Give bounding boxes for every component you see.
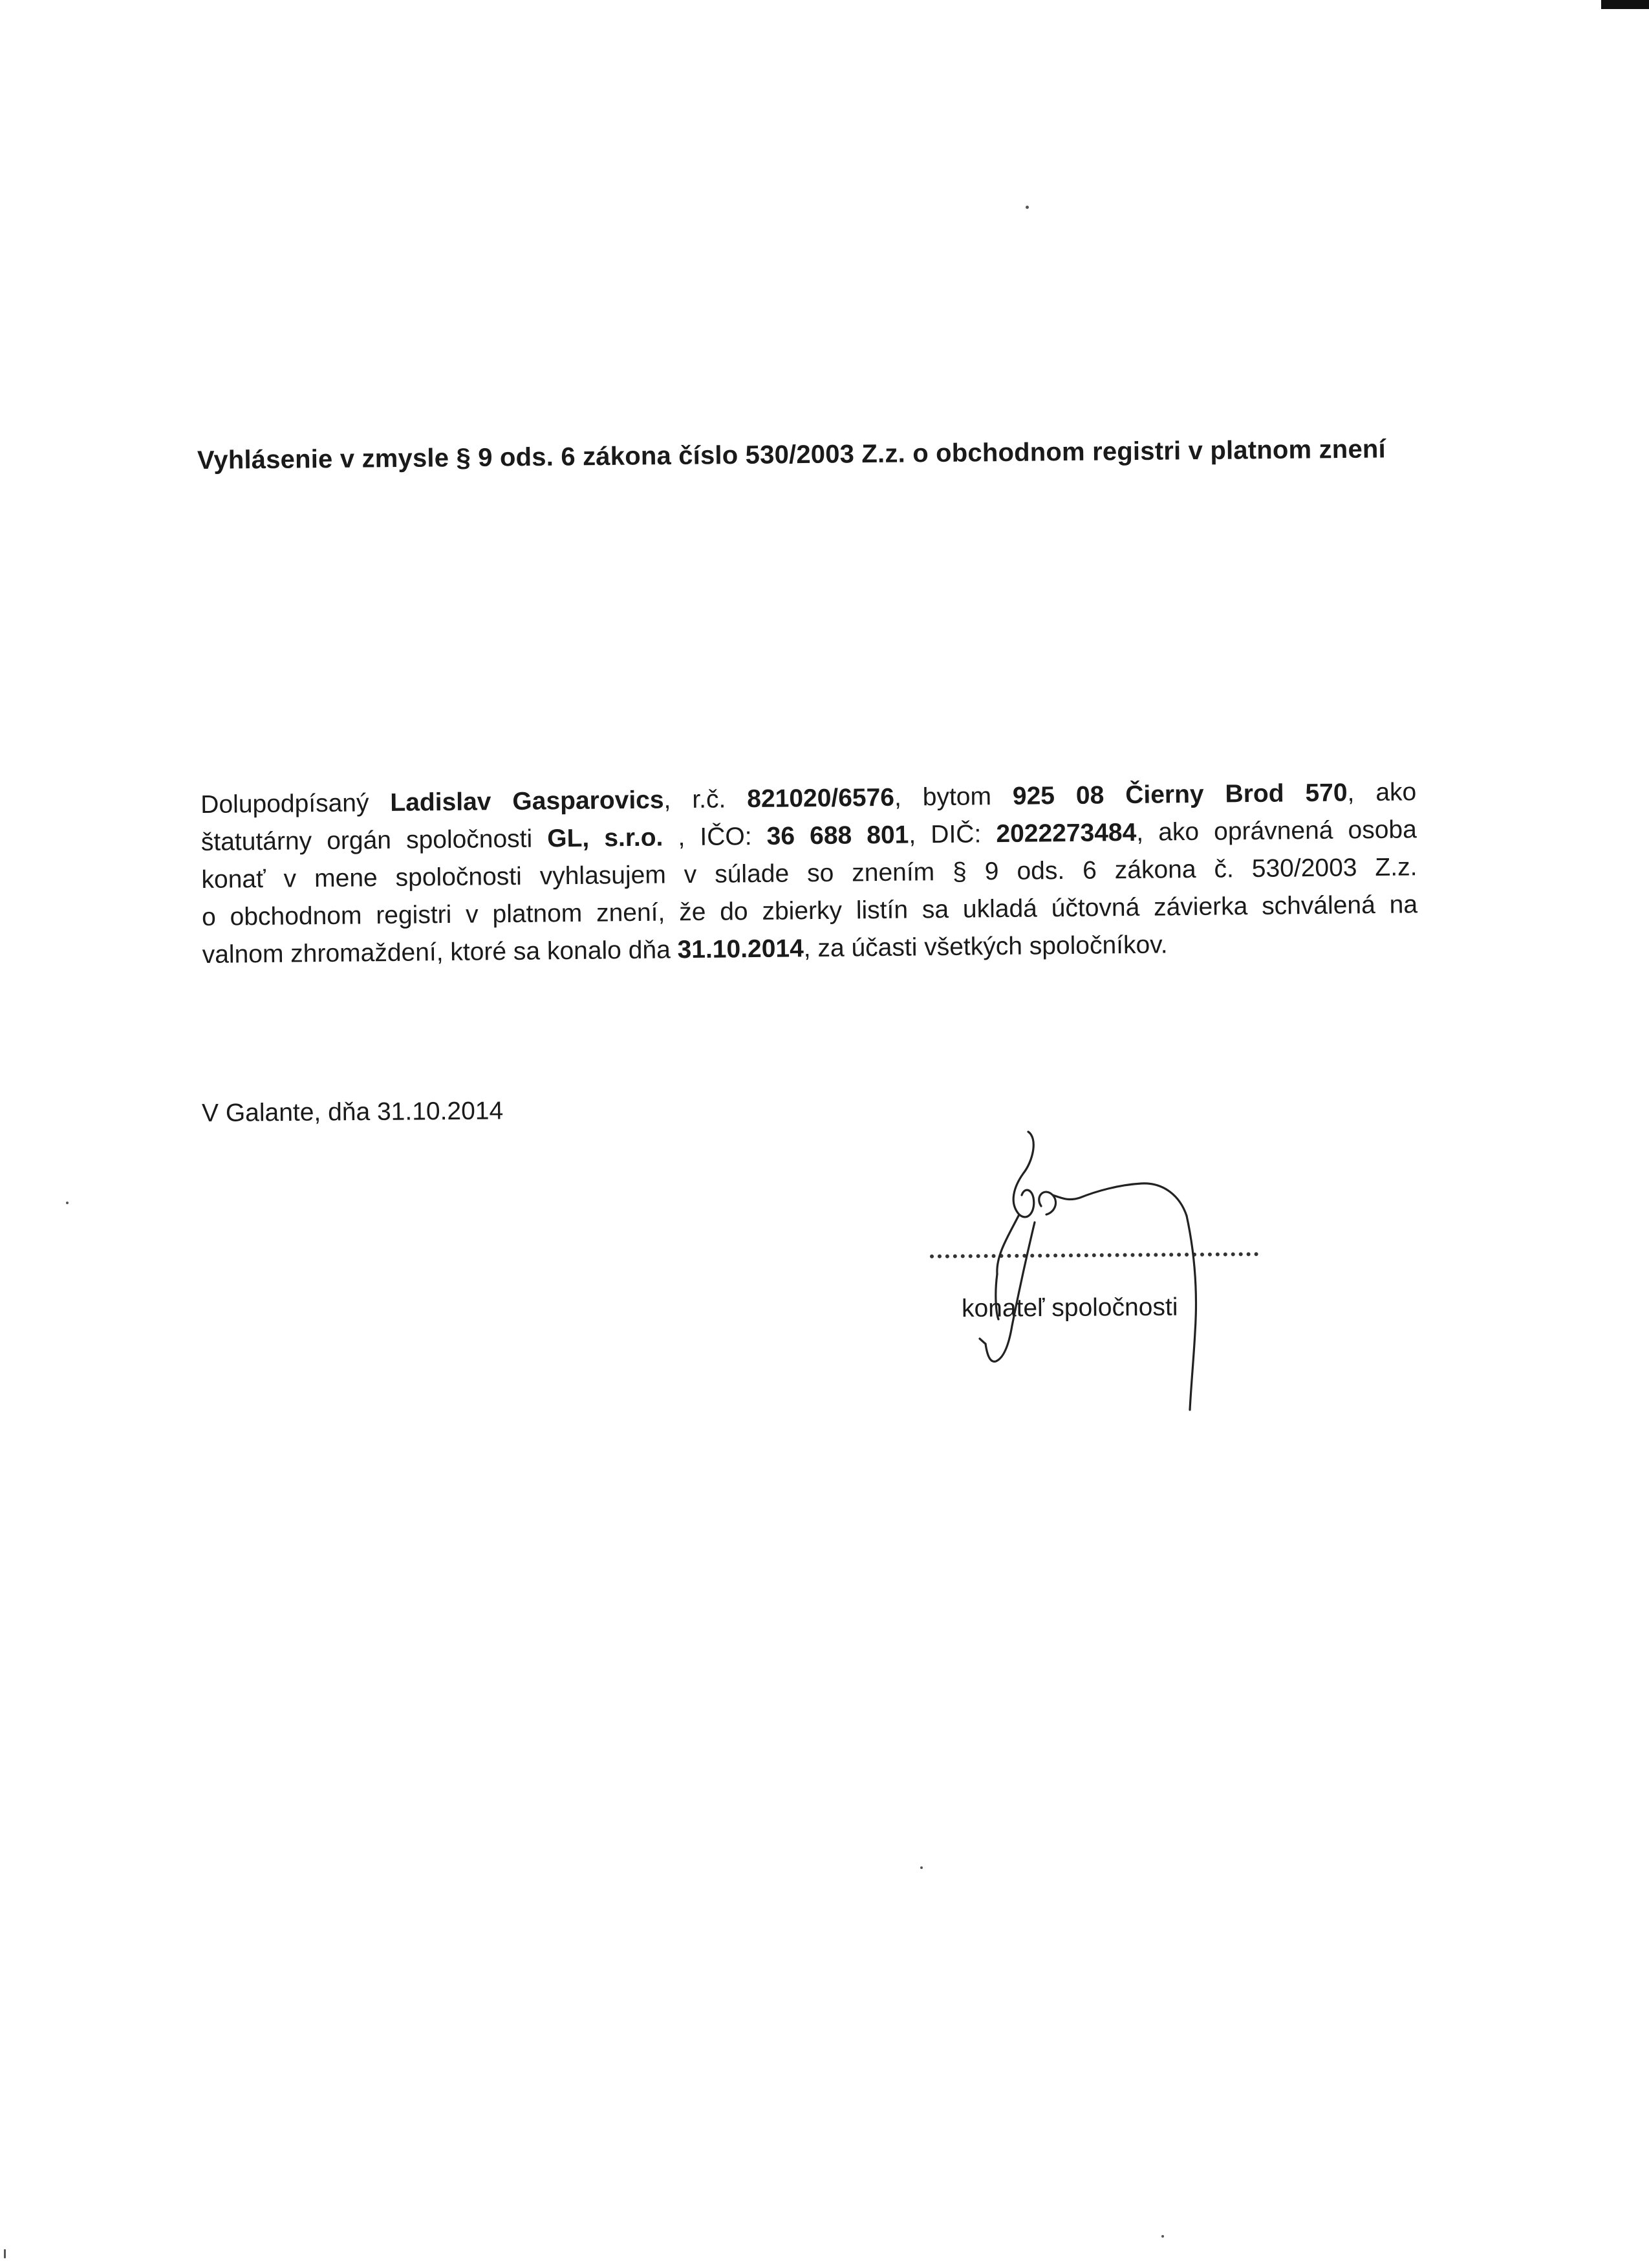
body-text-segment: , bytom	[894, 782, 1013, 812]
company-dic: 2022273484	[996, 818, 1137, 848]
residence-address: 925 08 Čierny Brod 570	[1012, 779, 1348, 810]
document-title: Vyhlásenie v zmysle § 9 ods. 6 zákona číslo 530/2003 Z.z. o obchodnom registri v platnom znení	[197, 435, 1386, 475]
scan-speck	[920, 1866, 923, 1869]
scan-corner-mark	[1601, 0, 1649, 9]
body-line-4: o obchodnom registri v platnom znení, že do zbierky listín sa ukladá účtovná závierka schválená na	[201, 891, 1418, 931]
body-text-segment: , za účasti všetkých spoločníkov.	[803, 931, 1168, 963]
scan-speck	[4, 2249, 6, 2258]
company-name: GL, s.r.o.	[547, 823, 663, 853]
body-text-segment: valnom zhromaždení, ktoré sa konalo dňa	[202, 936, 678, 969]
meeting-date: 31.10.2014	[677, 934, 804, 964]
signatory-name: Ladislav Gasparovics	[390, 786, 664, 817]
scan-speck	[1161, 2235, 1164, 2238]
scan-speck	[66, 1202, 69, 1204]
body-text-segment: , IČO:	[663, 822, 767, 852]
signatory-role: konateľ spoločnosti	[961, 1293, 1178, 1323]
body-text-segment: , ako	[1347, 778, 1417, 807]
body-text-segment: , r.č.	[663, 785, 748, 814]
scan-speck	[1026, 206, 1029, 209]
declaration-body	[200, 773, 1418, 974]
handwritten-signature	[957, 1125, 1229, 1423]
birth-number: 821020/6576	[747, 783, 895, 814]
body-text-segment: Dolupodpísaný	[200, 788, 391, 819]
body-text-segment: štatutárny orgán spoločnosti	[200, 825, 548, 856]
place-and-date: V Galante, dňa 31.10.2014	[201, 1097, 504, 1127]
body-text-segment: , ako oprávnená osoba	[1136, 815, 1417, 847]
company-ico: 36 688 801	[766, 821, 909, 850]
body-line-3: konať v mene spoločnosti vyhlasujem v súlade so znením § 9 ods. 6 zákona č. 530/2003 Z.z.	[201, 853, 1417, 894]
body-text-segment: , DIČ:	[909, 820, 997, 849]
